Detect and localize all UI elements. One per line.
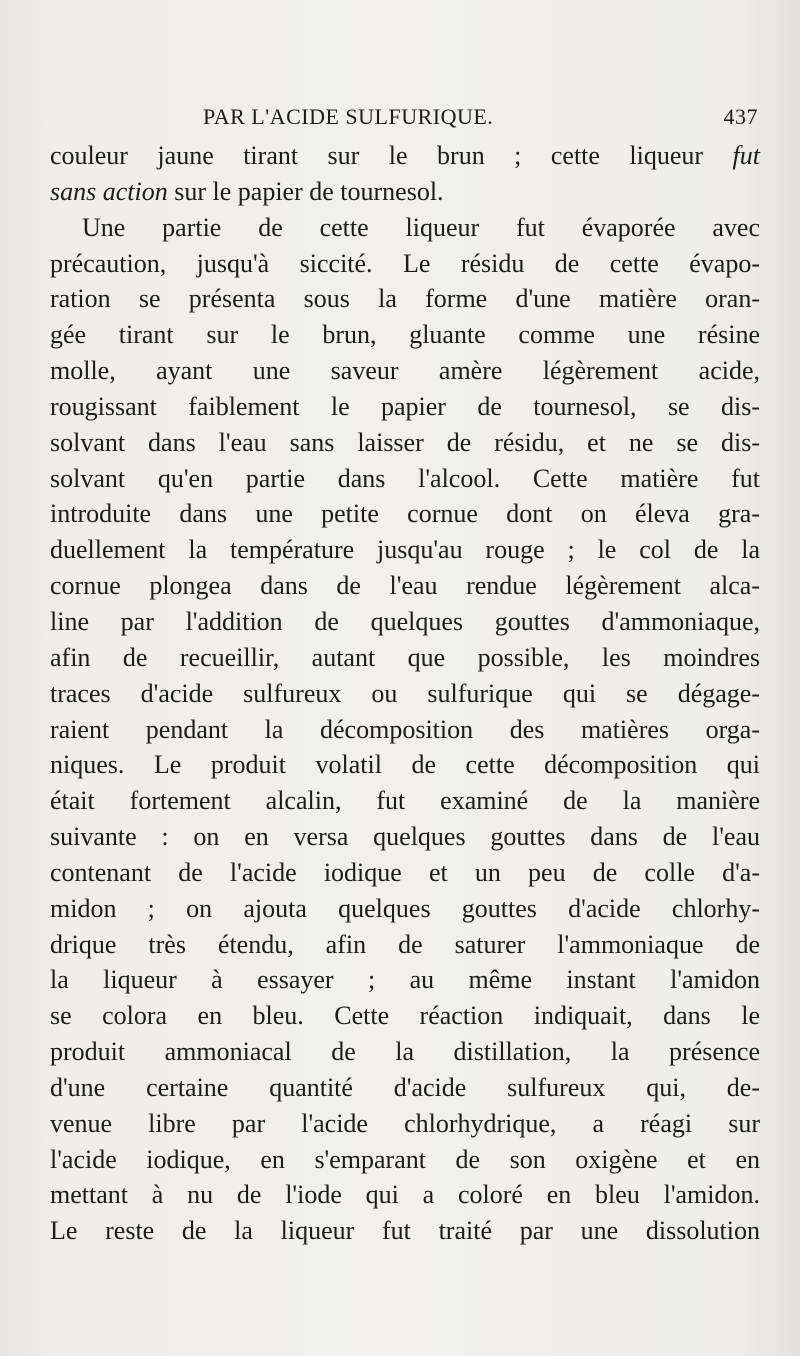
line-text: line par l'addition de quelques gouttes d'ammoniaque, bbox=[50, 606, 760, 636]
line-text: était fortement alcalin, fut examiné de la manière bbox=[50, 786, 760, 816]
text-line bbox=[50, 640, 760, 676]
text-line bbox=[50, 819, 760, 855]
text-line bbox=[50, 532, 760, 568]
line-text: précaution, jusqu'à siccité. Le résidu de cette évapo- bbox=[50, 248, 760, 278]
text-line bbox=[50, 568, 760, 604]
line-text: molle, ayant une saveur amère légèrement acide, bbox=[50, 356, 760, 386]
text-line bbox=[50, 210, 760, 246]
text-line bbox=[50, 1070, 760, 1106]
line-text: gée tirant sur le brun, gluante comme une résine bbox=[50, 320, 760, 350]
text-line bbox=[50, 389, 760, 425]
text-line bbox=[50, 496, 760, 532]
line-text: couleur jaune tirant sur le brun ; cette liqueur bbox=[50, 141, 733, 170]
line-text: sur le papier de tournesol. bbox=[167, 176, 444, 206]
line-text: se colora en bleu. Cette réaction indiquait, dans le bbox=[50, 1001, 760, 1031]
text-line bbox=[50, 1106, 760, 1142]
line-text: mettant à nu de l'iode qui a coloré en bleu l'amidon. bbox=[50, 1180, 760, 1210]
text-line bbox=[50, 891, 760, 927]
line-text: suivante : on en versa quelques gouttes dans de l'eau bbox=[50, 822, 760, 852]
text-line bbox=[50, 425, 760, 461]
line-text: solvant dans l'eau sans laisser de résidu, et ne se dis- bbox=[50, 427, 760, 457]
running-header bbox=[50, 104, 758, 140]
line-text: introduite dans une petite cornue dont on éleva gra- bbox=[50, 499, 760, 529]
page-number: 437 bbox=[723, 104, 758, 129]
line-text: niques. Le produit volatil de cette décomposition qui bbox=[50, 750, 760, 780]
line-text: rougissant faiblement le papier de tournesol, se dis- bbox=[50, 391, 760, 421]
line-text: venue libre par l'acide chlorhydrique, a réagi sur bbox=[50, 1108, 760, 1138]
text-line bbox=[50, 1034, 760, 1070]
text-line bbox=[50, 317, 760, 353]
line-text: drique très étendu, afin de saturer l'ammoniaque de bbox=[50, 929, 760, 959]
text-line bbox=[50, 353, 760, 389]
text-line bbox=[50, 747, 760, 783]
text-line bbox=[50, 962, 760, 998]
text-line bbox=[50, 174, 760, 210]
line-text: duellement la température jusqu'au rouge ; le col de la bbox=[50, 535, 760, 565]
line-text: afin de recueillir, autant que possible, les moindres bbox=[50, 642, 760, 672]
line-text: la liqueur à essayer ; au même instant l'amidon bbox=[50, 965, 760, 995]
text-line bbox=[50, 712, 760, 748]
line-text: cornue plongea dans de l'eau rendue légèrement alca- bbox=[50, 571, 760, 601]
text-line bbox=[50, 604, 760, 640]
line-text: d'une certaine quantité d'acide sulfureux qui, de- bbox=[50, 1072, 760, 1102]
text-line bbox=[50, 246, 760, 282]
text-line bbox=[50, 998, 760, 1034]
text-line bbox=[50, 855, 760, 891]
text-line bbox=[50, 138, 760, 174]
text-line bbox=[50, 461, 760, 497]
line-text: raient pendant la décomposition des matières orga- bbox=[50, 714, 760, 744]
line-text: produit ammoniacal de la distillation, la présence bbox=[50, 1037, 760, 1067]
line-text: l'acide iodique, en s'emparant de son oxigène et en bbox=[50, 1144, 760, 1174]
text-line bbox=[50, 281, 760, 317]
body-text bbox=[50, 138, 760, 1249]
line-text: solvant qu'en partie dans l'alcool. Cette matière fut bbox=[50, 463, 760, 493]
text-line bbox=[50, 676, 760, 712]
text-line bbox=[50, 783, 760, 819]
text-line bbox=[50, 1177, 760, 1213]
line-text: Une partie de cette liqueur fut évaporée avec bbox=[82, 212, 760, 242]
text-line bbox=[50, 1142, 760, 1178]
line-text: Le reste de la liqueur fut traité par une dissolution bbox=[50, 1216, 760, 1246]
text-line bbox=[50, 927, 760, 963]
line-text: contenant de l'acide iodique et un peu de colle d'a- bbox=[50, 857, 760, 887]
running-title: PAR L'ACIDE SULFURIQUE. bbox=[203, 104, 494, 129]
line-text: ration se présenta sous la forme d'une matière oran- bbox=[50, 284, 760, 314]
line-text: traces d'acide sulfureux ou sulfurique qui se dégage- bbox=[50, 678, 760, 708]
italic-text: sans action bbox=[50, 176, 168, 206]
line-text: midon ; on ajouta quelques gouttes d'acide chlorhy- bbox=[50, 893, 760, 923]
italic-text: fut bbox=[732, 141, 760, 170]
text-line bbox=[50, 1213, 760, 1249]
